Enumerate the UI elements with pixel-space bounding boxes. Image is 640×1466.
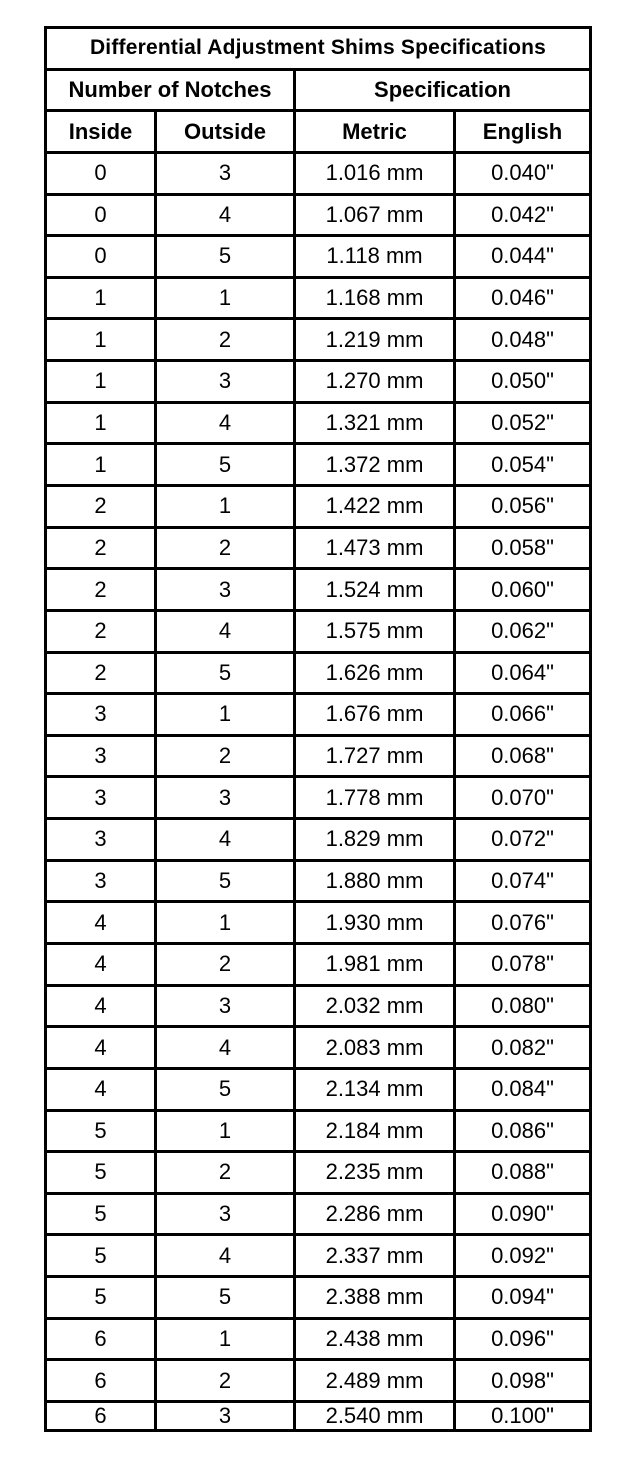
metric-spec-cell: 1.118 mm [296,237,456,279]
inside-notches-cell: 4 [47,945,157,987]
outside-notches-cell: 1 [157,279,296,321]
outside-notches-cell: 5 [157,445,296,487]
outside-notches-cell: 3 [157,1403,296,1429]
outside-notches-cell: 3 [157,987,296,1029]
metric-spec-cell: 1.524 mm [296,570,456,612]
metric-spec-cell: 1.727 mm [296,737,456,779]
outside-notches-cell: 2 [157,945,296,987]
inside-notches-cell: 1 [47,320,157,362]
column-header-english: English [456,112,589,154]
inside-notches-cell: 2 [47,570,157,612]
inside-notches-cell: 2 [47,487,157,529]
metric-spec-cell: 1.829 mm [296,820,456,862]
metric-spec-cell: 1.473 mm [296,529,456,571]
inside-notches-cell: 1 [47,362,157,404]
metric-spec-cell: 2.286 mm [296,1195,456,1237]
english-spec-cell: 0.088" [456,1153,589,1195]
inside-notches-cell: 6 [47,1361,157,1403]
column-header-inside: Inside [47,112,157,154]
english-spec-cell: 0.084" [456,1070,589,1112]
metric-spec-cell: 1.016 mm [296,154,456,196]
inside-notches-cell: 4 [47,987,157,1029]
english-spec-cell: 0.090" [456,1195,589,1237]
outside-notches-cell: 2 [157,737,296,779]
outside-notches-cell: 2 [157,320,296,362]
metric-spec-cell: 1.880 mm [296,862,456,904]
english-spec-cell: 0.040" [456,154,589,196]
english-spec-cell: 0.064" [456,654,589,696]
inside-notches-cell: 1 [47,445,157,487]
english-spec-cell: 0.094" [456,1278,589,1320]
inside-notches-cell: 5 [47,1278,157,1320]
metric-spec-cell: 2.489 mm [296,1361,456,1403]
inside-notches-cell: 2 [47,612,157,654]
outside-notches-cell: 4 [157,196,296,238]
english-spec-cell: 0.082" [456,1028,589,1070]
inside-notches-cell: 6 [47,1403,157,1429]
table-title: Differential Adjustment Shims Specifications [47,29,589,71]
metric-spec-cell: 2.337 mm [296,1236,456,1278]
metric-spec-cell: 1.981 mm [296,945,456,987]
english-spec-cell: 0.046" [456,279,589,321]
inside-notches-cell: 1 [47,279,157,321]
outside-notches-cell: 5 [157,237,296,279]
outside-notches-cell: 1 [157,1112,296,1154]
shim-spec-table [44,26,592,1432]
english-spec-cell: 0.098" [456,1361,589,1403]
english-spec-cell: 0.054" [456,445,589,487]
metric-spec-cell: 1.067 mm [296,196,456,238]
english-spec-cell: 0.044" [456,237,589,279]
outside-notches-cell: 2 [157,1153,296,1195]
outside-notches-cell: 1 [157,1320,296,1362]
metric-spec-cell: 1.778 mm [296,778,456,820]
outside-notches-cell: 3 [157,362,296,404]
outside-notches-cell: 1 [157,487,296,529]
english-spec-cell: 0.070" [456,778,589,820]
table-grid [47,29,589,1429]
outside-notches-cell: 1 [157,903,296,945]
inside-notches-cell: 0 [47,237,157,279]
outside-notches-cell: 3 [157,570,296,612]
column-header-outside: Outside [157,112,296,154]
english-spec-cell: 0.076" [456,903,589,945]
english-spec-cell: 0.060" [456,570,589,612]
english-spec-cell: 0.066" [456,695,589,737]
metric-spec-cell: 2.083 mm [296,1028,456,1070]
english-spec-cell: 0.050" [456,362,589,404]
inside-notches-cell: 2 [47,654,157,696]
metric-spec-cell: 1.168 mm [296,279,456,321]
outside-notches-cell: 5 [157,1070,296,1112]
outside-notches-cell: 3 [157,1195,296,1237]
metric-spec-cell: 1.930 mm [296,903,456,945]
metric-spec-cell: 1.626 mm [296,654,456,696]
inside-notches-cell: 0 [47,196,157,238]
group-header-notches: Number of Notches [47,71,296,113]
outside-notches-cell: 3 [157,154,296,196]
inside-notches-cell: 0 [47,154,157,196]
english-spec-cell: 0.056" [456,487,589,529]
outside-notches-cell: 4 [157,1236,296,1278]
english-spec-cell: 0.042" [456,196,589,238]
inside-notches-cell: 3 [47,820,157,862]
english-spec-cell: 0.072" [456,820,589,862]
group-header-specification: Specification [296,71,589,113]
outside-notches-cell: 4 [157,404,296,446]
english-spec-cell: 0.074" [456,862,589,904]
english-spec-cell: 0.078" [456,945,589,987]
metric-spec-cell: 2.134 mm [296,1070,456,1112]
outside-notches-cell: 4 [157,1028,296,1070]
inside-notches-cell: 4 [47,1070,157,1112]
outside-notches-cell: 2 [157,1361,296,1403]
english-spec-cell: 0.058" [456,529,589,571]
inside-notches-cell: 3 [47,737,157,779]
metric-spec-cell: 1.575 mm [296,612,456,654]
metric-spec-cell: 2.184 mm [296,1112,456,1154]
metric-spec-cell: 1.270 mm [296,362,456,404]
inside-notches-cell: 5 [47,1112,157,1154]
english-spec-cell: 0.048" [456,320,589,362]
metric-spec-cell: 1.372 mm [296,445,456,487]
metric-spec-cell: 2.032 mm [296,987,456,1029]
outside-notches-cell: 5 [157,654,296,696]
english-spec-cell: 0.086" [456,1112,589,1154]
english-spec-cell: 0.068" [456,737,589,779]
outside-notches-cell: 5 [157,862,296,904]
inside-notches-cell: 4 [47,1028,157,1070]
inside-notches-cell: 5 [47,1153,157,1195]
inside-notches-cell: 3 [47,695,157,737]
english-spec-cell: 0.100" [491,1403,554,1428]
column-header-metric: Metric [296,112,456,154]
metric-spec-cell: 2.388 mm [296,1278,456,1320]
inside-notches-cell: 5 [47,1195,157,1237]
outside-notches-cell: 1 [157,695,296,737]
outside-notches-cell: 3 [157,778,296,820]
english-spec-cell: 0.096" [456,1320,589,1362]
inside-notches-cell: 4 [47,903,157,945]
outside-notches-cell: 4 [157,612,296,654]
metric-spec-cell: 2.438 mm [296,1320,456,1362]
inside-notches-cell: 3 [47,778,157,820]
metric-spec-cell: 2.235 mm [296,1153,456,1195]
metric-spec-cell: 2.540 mm [296,1403,456,1429]
inside-notches-cell: 2 [47,529,157,571]
metric-spec-cell: 1.422 mm [296,487,456,529]
metric-spec-cell: 1.676 mm [296,695,456,737]
inside-notches-cell: 5 [47,1236,157,1278]
inside-notches-cell: 6 [47,1320,157,1362]
english-spec-cell: 0.062" [456,612,589,654]
english-spec-cell: 0.080" [456,987,589,1029]
metric-spec-cell: 1.321 mm [296,404,456,446]
inside-notches-cell: 3 [47,862,157,904]
english-spec-cell: 0.052" [456,404,589,446]
outside-notches-cell: 5 [157,1278,296,1320]
inside-notches-cell: 1 [47,404,157,446]
english-spec-cell: 0.092" [456,1236,589,1278]
outside-notches-cell: 4 [157,820,296,862]
metric-spec-cell: 1.219 mm [296,320,456,362]
outside-notches-cell: 2 [157,529,296,571]
